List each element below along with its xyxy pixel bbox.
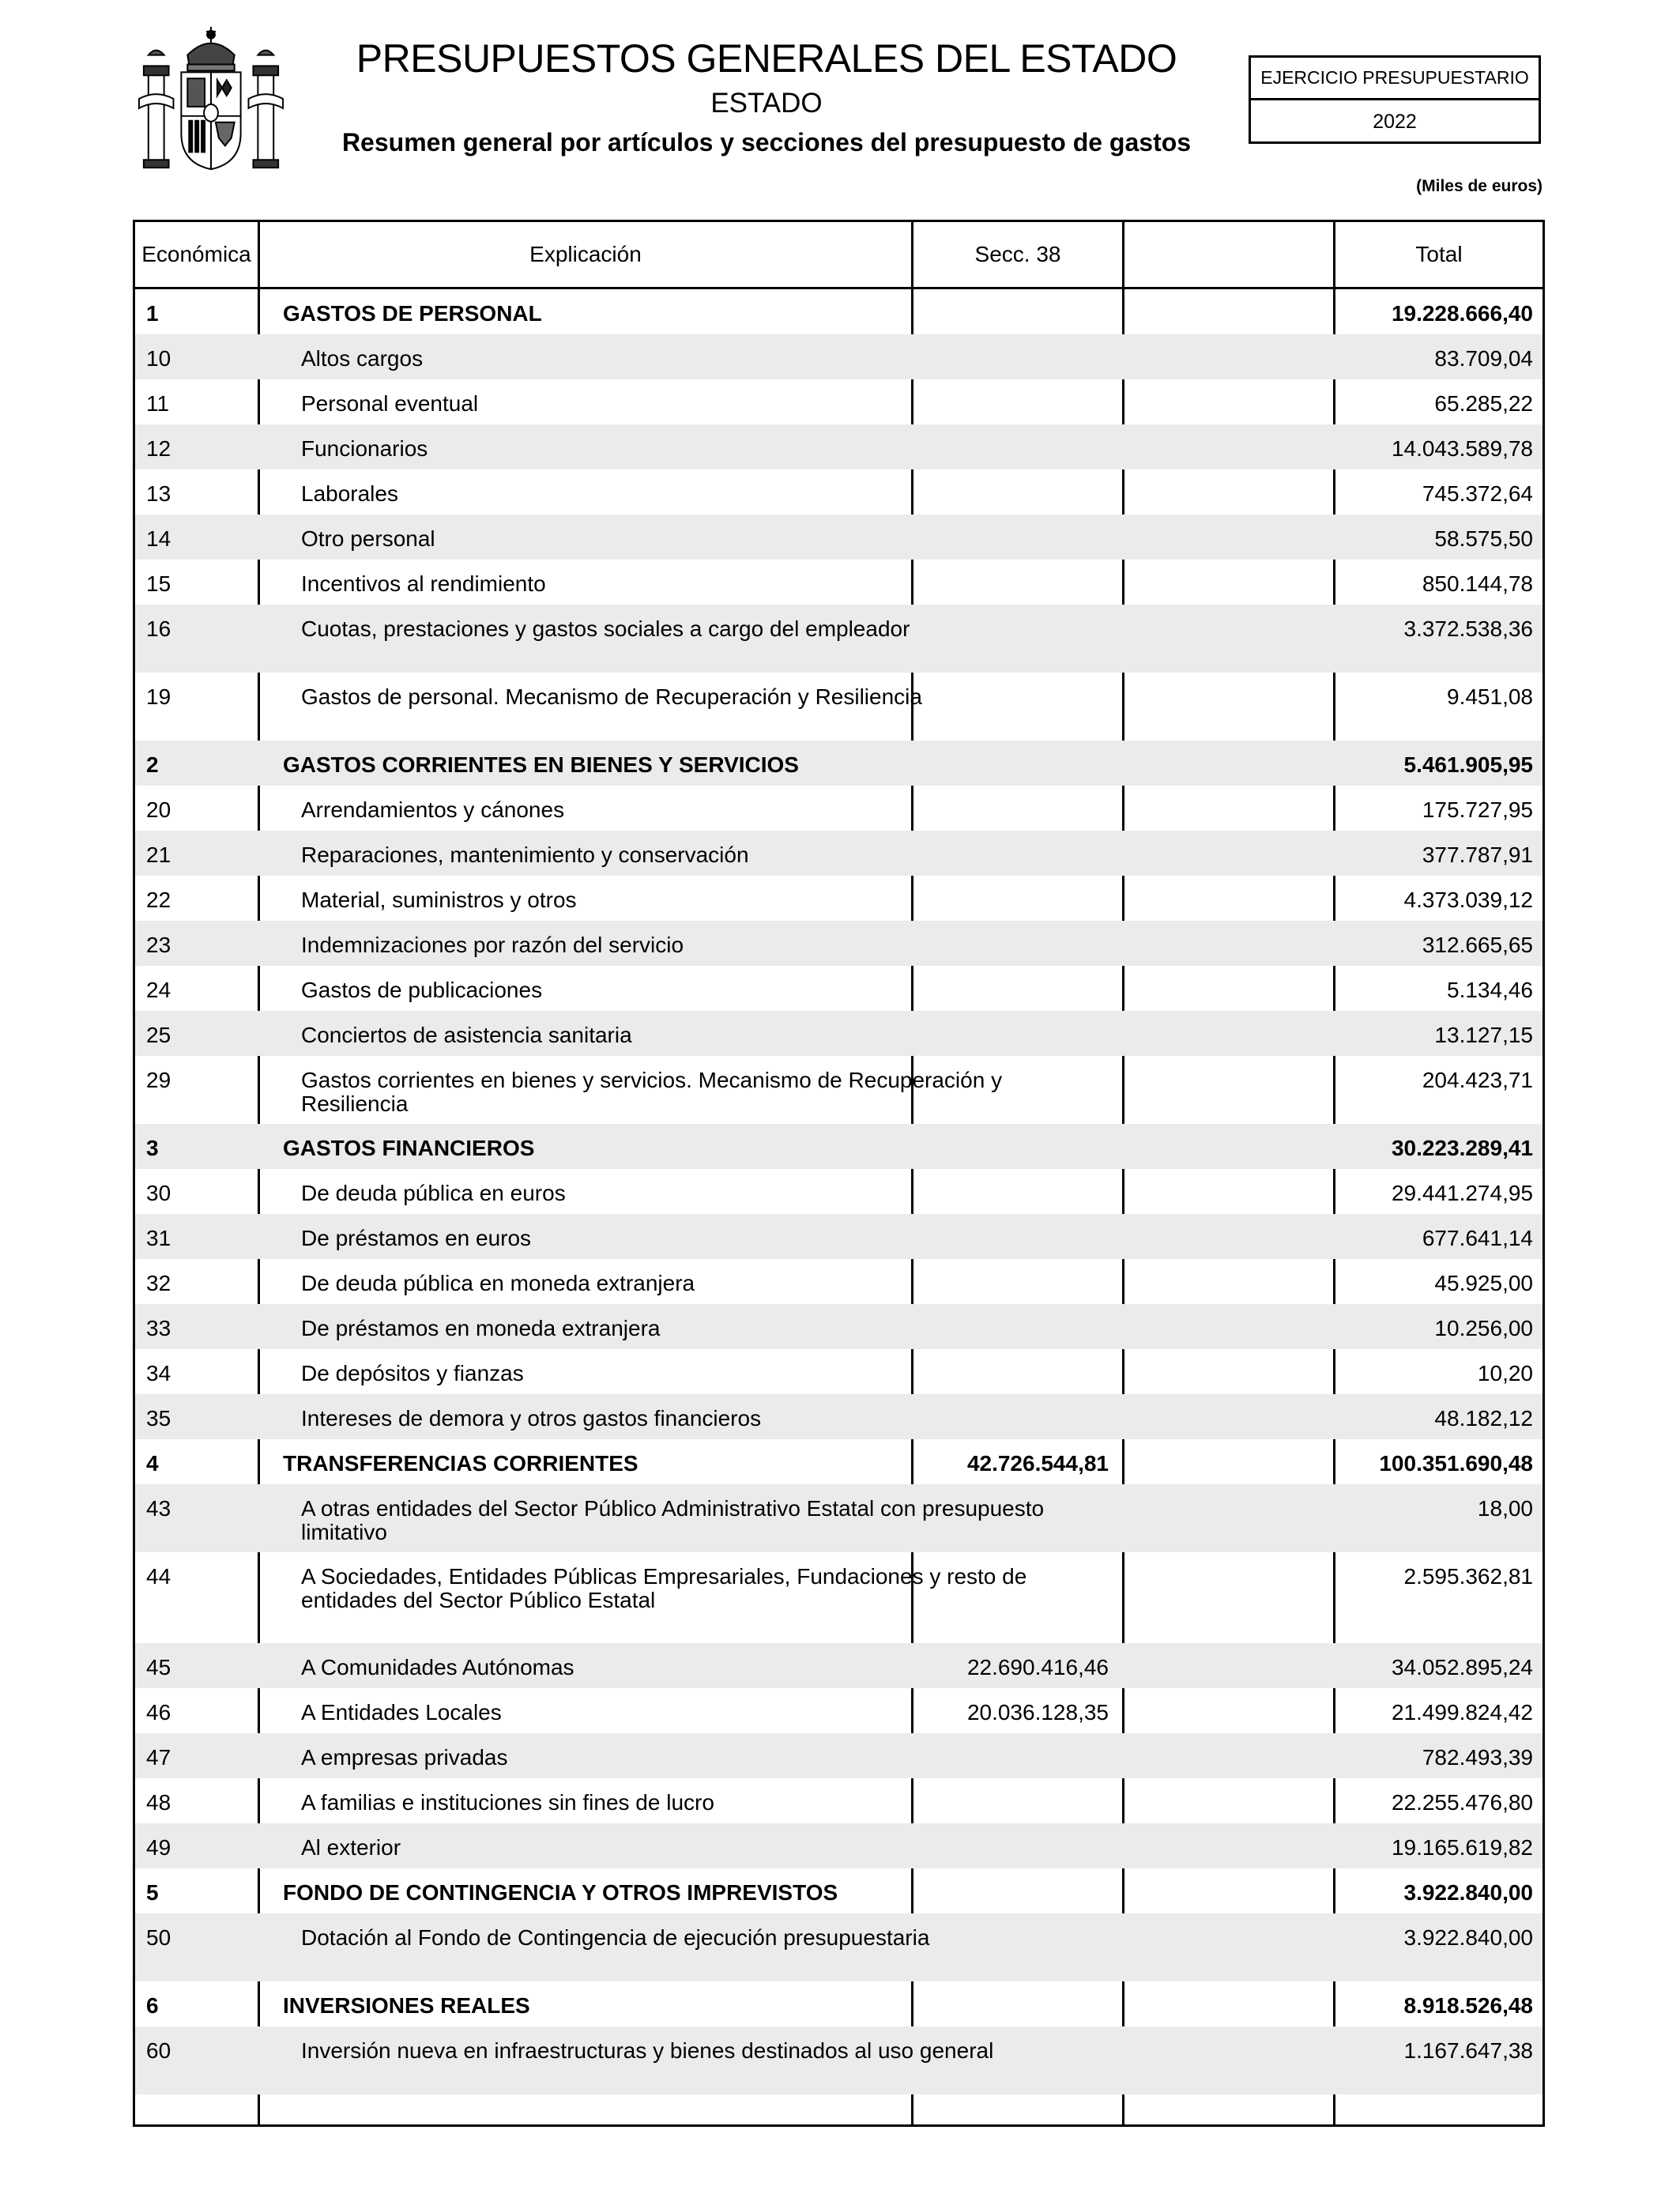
row-description: Material, suministros y otros — [301, 888, 577, 912]
table-row — [135, 831, 1543, 876]
table-row — [135, 515, 1543, 560]
exercise-box — [1249, 55, 1541, 144]
row-total: 9.451,08 — [1447, 684, 1533, 709]
header-total: Total — [1415, 242, 1463, 266]
row-total: 58.575,50 — [1434, 526, 1533, 551]
table-row-group — [135, 1124, 1543, 1169]
row-code: 49 — [146, 1835, 171, 1860]
row-description: A Sociedades, Entidades Públicas Empresariales, Fundaciones y resto de entidades del Sector Público Estatal — [301, 1564, 1027, 1612]
row-total: 18,00 — [1477, 1496, 1533, 1521]
row-description: Conciertos de asistencia sanitaria — [301, 1023, 632, 1047]
row-total: 19.228.666,40 — [1391, 301, 1533, 326]
table-body — [135, 289, 1543, 2094]
row-code: 44 — [146, 1564, 171, 1589]
row-code: 3 — [146, 1136, 159, 1160]
page-description: Resumen general por artículos y secciones del presupuesto de gastos — [341, 128, 1192, 156]
row-description: GASTOS DE PERSONAL — [283, 301, 542, 326]
table-row — [135, 1778, 1543, 1823]
row-total: 100.351.690,48 — [1379, 1451, 1533, 1476]
row-total: 745.372,64 — [1422, 481, 1533, 506]
row-total: 3.922.840,00 — [1403, 1880, 1533, 1905]
row-code: 29 — [146, 1068, 171, 1092]
row-code: 24 — [146, 978, 171, 1002]
row-code: 20 — [146, 797, 171, 822]
row-description: GASTOS CORRIENTES EN BIENES Y SERVICIOS — [283, 752, 799, 777]
row-total: 2.595.362,81 — [1403, 1564, 1533, 1589]
row-description: De deuda pública en euros — [301, 1181, 566, 1205]
row-description: FONDO DE CONTINGENCIA Y OTROS IMPREVISTOS — [283, 1880, 838, 1905]
row-description: TRANSFERENCIAS CORRIENTES — [283, 1451, 638, 1476]
row-description: Gastos de personal. Mecanismo de Recuperación y Resiliencia — [301, 684, 922, 709]
row-total: 5.134,46 — [1447, 978, 1533, 1002]
row-total: 19.165.619,82 — [1391, 1835, 1533, 1860]
row-description: Gastos de publicaciones — [301, 978, 543, 1002]
row-total: 677.641,14 — [1422, 1226, 1533, 1250]
row-total: 8.918.526,48 — [1403, 1993, 1533, 2018]
row-code: 13 — [146, 481, 171, 506]
row-code: 43 — [146, 1496, 171, 1521]
row-description: Gastos corrientes en bienes y servicios. Mecanismo de Recuperación y Resiliencia — [301, 1068, 1003, 1116]
row-total: 10.256,00 — [1434, 1316, 1533, 1340]
row-description: Funcionarios — [301, 436, 428, 461]
row-total: 29.441.274,95 — [1391, 1181, 1533, 1205]
row-code: 2 — [146, 752, 159, 777]
table-row-group — [135, 289, 1543, 334]
row-description: Otro personal — [301, 526, 435, 551]
row-code: 11 — [146, 391, 170, 416]
table-row — [135, 1552, 1543, 1643]
row-description: A Comunidades Autónomas — [301, 1655, 574, 1679]
row-code: 21 — [146, 843, 171, 867]
row-code: 30 — [146, 1181, 171, 1205]
row-section-value: 20.036.128,35 — [966, 1700, 1109, 1725]
table-row — [135, 1823, 1543, 1868]
row-code: 33 — [146, 1316, 171, 1340]
table-row — [135, 1913, 1543, 1981]
row-total: 175.727,95 — [1422, 797, 1533, 822]
row-total: 3.922.840,00 — [1403, 1925, 1533, 1950]
row-code: 35 — [146, 1406, 171, 1431]
table-row — [135, 1259, 1543, 1304]
row-description: Personal eventual — [301, 391, 479, 416]
table-row — [135, 1214, 1543, 1259]
row-description: Incentivos al rendimiento — [301, 571, 546, 596]
row-code: 22 — [146, 888, 171, 912]
row-total: 48.182,12 — [1434, 1406, 1533, 1431]
row-total: 850.144,78 — [1422, 571, 1533, 596]
table-row — [135, 334, 1543, 379]
row-code: 47 — [146, 1745, 171, 1770]
row-total: 5.461.905,95 — [1403, 752, 1533, 777]
row-total: 21.499.824,42 — [1391, 1700, 1533, 1725]
row-description: Laborales — [301, 481, 398, 506]
table-header — [135, 222, 1543, 289]
row-description: Cuotas, prestaciones y gastos sociales a cargo del empleador — [301, 616, 910, 641]
row-code: 46 — [146, 1700, 171, 1725]
table-row — [135, 1394, 1543, 1439]
row-total: 4.373.039,12 — [1403, 888, 1533, 912]
row-total: 312.665,65 — [1422, 933, 1533, 957]
row-description: Indemnizaciones por razón del servicio — [301, 933, 684, 957]
row-total: 782.493,39 — [1422, 1745, 1533, 1770]
spain-coat-of-arms-icon — [133, 24, 289, 180]
table-row-group — [135, 1439, 1543, 1484]
row-description: A empresas privadas — [301, 1745, 508, 1770]
row-code: 16 — [146, 616, 171, 641]
row-section-value: 22.690.416,46 — [966, 1655, 1109, 1679]
row-total: 377.787,91 — [1422, 843, 1533, 867]
table-row — [135, 1643, 1543, 1688]
row-code: 6 — [146, 1993, 159, 2018]
budget-table — [133, 220, 1545, 2127]
table-row — [135, 424, 1543, 469]
table-row — [135, 673, 1543, 741]
row-code: 1 — [146, 301, 159, 326]
table-row — [135, 1349, 1543, 1394]
row-description: INVERSIONES REALES — [283, 1993, 530, 2018]
header-section: Secc. 38 — [974, 242, 1061, 266]
row-total: 14.043.589,78 — [1391, 436, 1533, 461]
row-code: 60 — [146, 2038, 171, 2063]
units-note: (Miles de euros) — [1416, 177, 1543, 195]
row-description: Arrendamientos y cánones — [301, 797, 565, 822]
row-description: De depósitos y fianzas — [301, 1361, 524, 1385]
row-description: Altos cargos — [301, 346, 424, 371]
row-description: Al exterior — [301, 1835, 401, 1860]
row-code: 25 — [146, 1023, 171, 1047]
table-row — [135, 560, 1543, 605]
exercise-label: EJERCICIO PRESUPUESTARIO — [1251, 58, 1539, 100]
row-description: Dotación al Fondo de Contingencia de ejecución presupuestaria — [301, 1925, 930, 1950]
table-row — [135, 379, 1543, 424]
row-code: 12 — [146, 436, 171, 461]
row-total: 45.925,00 — [1434, 1271, 1533, 1295]
row-code: 10 — [146, 346, 171, 371]
row-code: 31 — [146, 1226, 171, 1250]
header-empty — [1124, 222, 1333, 287]
row-description: De préstamos en moneda extranjera — [301, 1316, 661, 1340]
row-description: A Entidades Locales — [301, 1700, 502, 1725]
row-total: 83.709,04 — [1434, 346, 1533, 371]
row-code: 14 — [146, 526, 171, 551]
row-code: 34 — [146, 1361, 171, 1385]
table-row — [135, 1169, 1543, 1214]
row-description: GASTOS FINANCIEROS — [283, 1136, 535, 1160]
page-subtitle: ESTADO — [710, 88, 823, 119]
row-code: 15 — [146, 571, 171, 596]
table-row — [135, 1733, 1543, 1778]
row-code: 23 — [146, 933, 171, 957]
row-total: 30.223.289,41 — [1391, 1136, 1533, 1160]
header-code: Económica — [141, 242, 251, 266]
row-total: 65.285,22 — [1434, 391, 1533, 416]
table-row — [135, 605, 1543, 673]
row-total: 1.167.647,38 — [1403, 2038, 1533, 2063]
table-row — [135, 876, 1543, 921]
table-row — [135, 2026, 1543, 2094]
row-total: 22.255.476,80 — [1391, 1790, 1533, 1815]
table-row — [135, 469, 1543, 515]
row-code: 45 — [146, 1655, 171, 1679]
row-code: 4 — [146, 1451, 159, 1476]
row-total: 204.423,71 — [1422, 1068, 1533, 1092]
row-description: De préstamos en euros — [301, 1226, 532, 1250]
table-row-group — [135, 1868, 1543, 1913]
row-description: A familias e instituciones sin fines de lucro — [301, 1790, 714, 1815]
row-total: 3.372.538,36 — [1403, 616, 1533, 641]
row-description: Intereses de demora y otros gastos financieros — [301, 1406, 762, 1431]
row-description: Inversión nueva en infraestructuras y bienes destinados al uso general — [301, 2038, 994, 2063]
exercise-year: 2022 — [1373, 111, 1417, 133]
row-total: 10,20 — [1477, 1361, 1533, 1385]
table-row — [135, 786, 1543, 831]
row-total: 13.127,15 — [1434, 1023, 1533, 1047]
table-row — [135, 966, 1543, 1011]
row-description: De deuda pública en moneda extranjera — [301, 1271, 695, 1295]
row-code: 48 — [146, 1790, 171, 1815]
row-section-value: 42.726.544,81 — [966, 1451, 1109, 1476]
row-code: 5 — [146, 1880, 159, 1905]
row-description: A otras entidades del Sector Público Administrativo Estatal con presupuesto limitativo — [301, 1496, 1045, 1544]
row-total: 34.052.895,24 — [1391, 1655, 1533, 1679]
table-row — [135, 1484, 1543, 1552]
header-description: Explicación — [529, 242, 642, 266]
row-description: Reparaciones, mantenimiento y conservación — [301, 843, 749, 867]
table-row — [135, 1056, 1543, 1124]
page-title: PRESUPUESTOS GENERALES DEL ESTADO — [356, 36, 1177, 81]
table-row-group — [135, 741, 1543, 786]
table-row-group — [135, 1981, 1543, 2026]
row-code: 50 — [146, 1925, 171, 1950]
table-row — [135, 1688, 1543, 1733]
table-row — [135, 1011, 1543, 1056]
row-code: 19 — [146, 684, 171, 709]
table-row — [135, 921, 1543, 966]
row-code: 32 — [146, 1271, 171, 1295]
table-row — [135, 1304, 1543, 1349]
